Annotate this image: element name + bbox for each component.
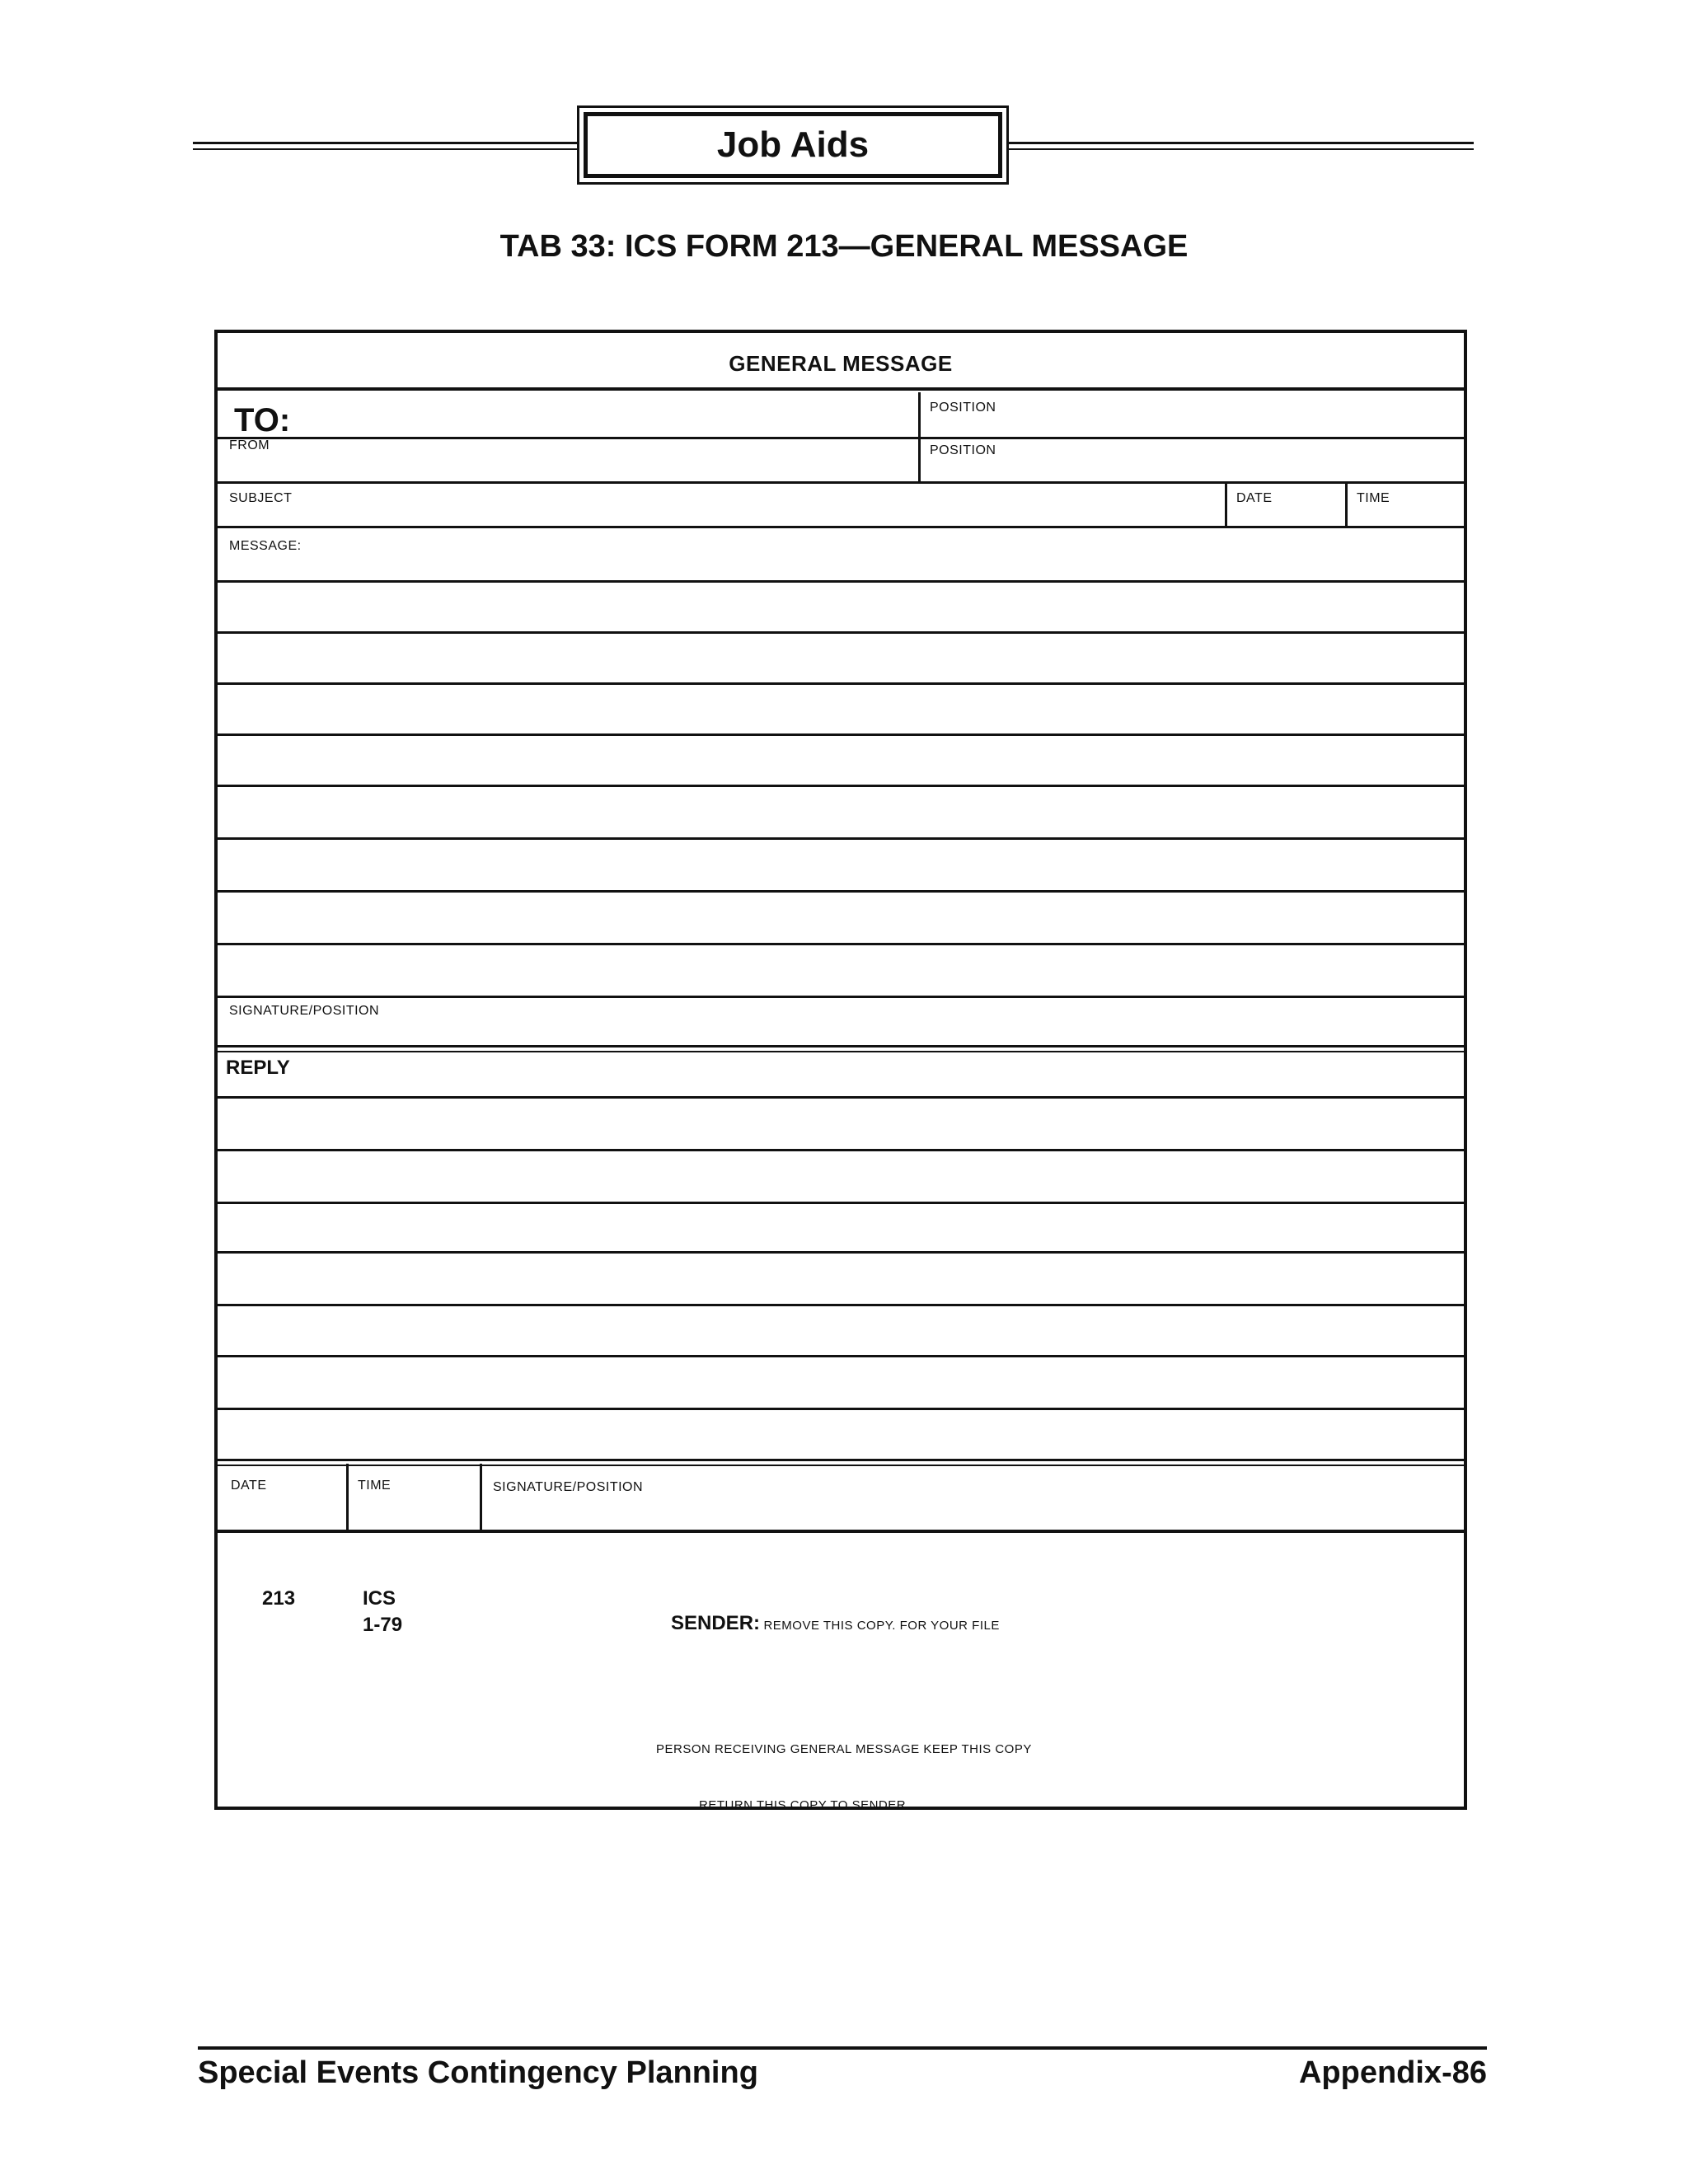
document-title: TAB 33: ICS FORM 213—GENERAL MESSAGE	[499, 229, 1189, 264]
form-revision: 1-79	[363, 1614, 403, 1636]
message-label: MESSAGE:	[229, 539, 302, 553]
page-footer-title: Special Events Contingency Planning	[198, 2055, 758, 2090]
to-row-divider	[218, 437, 1464, 439]
time-label: TIME	[1357, 491, 1390, 505]
message-line	[218, 996, 1464, 998]
section-banner	[577, 105, 1009, 185]
reply-line	[218, 1304, 1464, 1306]
general-message-form	[214, 330, 1467, 1810]
reply-time-label: TIME	[358, 1479, 392, 1493]
sender-instruction	[671, 1612, 1000, 1635]
reply-date-time-divider	[346, 1464, 349, 1531]
message-line	[218, 785, 1464, 787]
reply-line	[218, 1408, 1464, 1410]
reply-signature-row-divider	[218, 1530, 1464, 1533]
form-code: ICS	[363, 1587, 396, 1610]
return-instruction: RETURN THIS COPY TO SENDER	[699, 1798, 907, 1812]
receiver-instruction: PERSON RECEIVING GENERAL MESSAGE KEEP THIS COPY	[656, 1742, 1032, 1756]
reply-end-divider	[218, 1459, 1464, 1466]
subject-label: SUBJECT	[229, 491, 293, 505]
reply-line	[218, 1096, 1464, 1099]
banner-rule-left-bottom	[193, 148, 577, 150]
message-line	[218, 943, 1464, 945]
banner-rule-left-top	[193, 142, 577, 144]
message-line	[218, 837, 1464, 840]
reply-line	[218, 1355, 1464, 1357]
from-position-label: POSITION	[930, 443, 996, 457]
form-number: 213	[262, 1587, 296, 1610]
signature-divider	[218, 1045, 1464, 1052]
reply-line	[218, 1202, 1464, 1204]
date-time-divider	[1345, 481, 1348, 527]
message-line	[218, 890, 1464, 893]
signature-label: SIGNATURE/POSITION	[229, 1004, 380, 1018]
position-column-divider	[918, 392, 921, 483]
sender-text: REMOVE THIS COPY. FOR YOUR FILE	[763, 1619, 1000, 1633]
banner-rule-right-top	[1009, 142, 1474, 144]
message-line	[218, 682, 1464, 685]
section-banner-label: Job Aids	[584, 112, 1002, 178]
banner-rule-right-bottom	[1009, 148, 1474, 150]
to-position-label: POSITION	[930, 401, 996, 415]
from-row-divider	[218, 481, 1464, 484]
form-title: GENERAL MESSAGE	[729, 351, 953, 376]
page-number: Appendix-86	[1298, 2055, 1487, 2090]
date-label: DATE	[1236, 491, 1273, 505]
message-line	[218, 580, 1464, 583]
message-line	[218, 733, 1464, 736]
from-label: FROM	[229, 438, 270, 452]
subject-date-divider	[1225, 481, 1227, 527]
subject-row-divider	[218, 526, 1464, 528]
reply-date-label: DATE	[231, 1479, 267, 1493]
to-label: TO:	[234, 402, 291, 438]
reply-signature-label: SIGNATURE/POSITION	[493, 1480, 644, 1494]
reply-label: REPLY	[226, 1057, 290, 1079]
reply-line	[218, 1251, 1464, 1254]
sender-prefix: SENDER:	[671, 1612, 761, 1634]
title-divider	[218, 387, 1464, 391]
reply-line	[218, 1149, 1464, 1151]
reply-time-signature-divider	[480, 1464, 482, 1531]
page-footer-rule	[198, 2046, 1487, 2050]
message-line	[218, 631, 1464, 634]
